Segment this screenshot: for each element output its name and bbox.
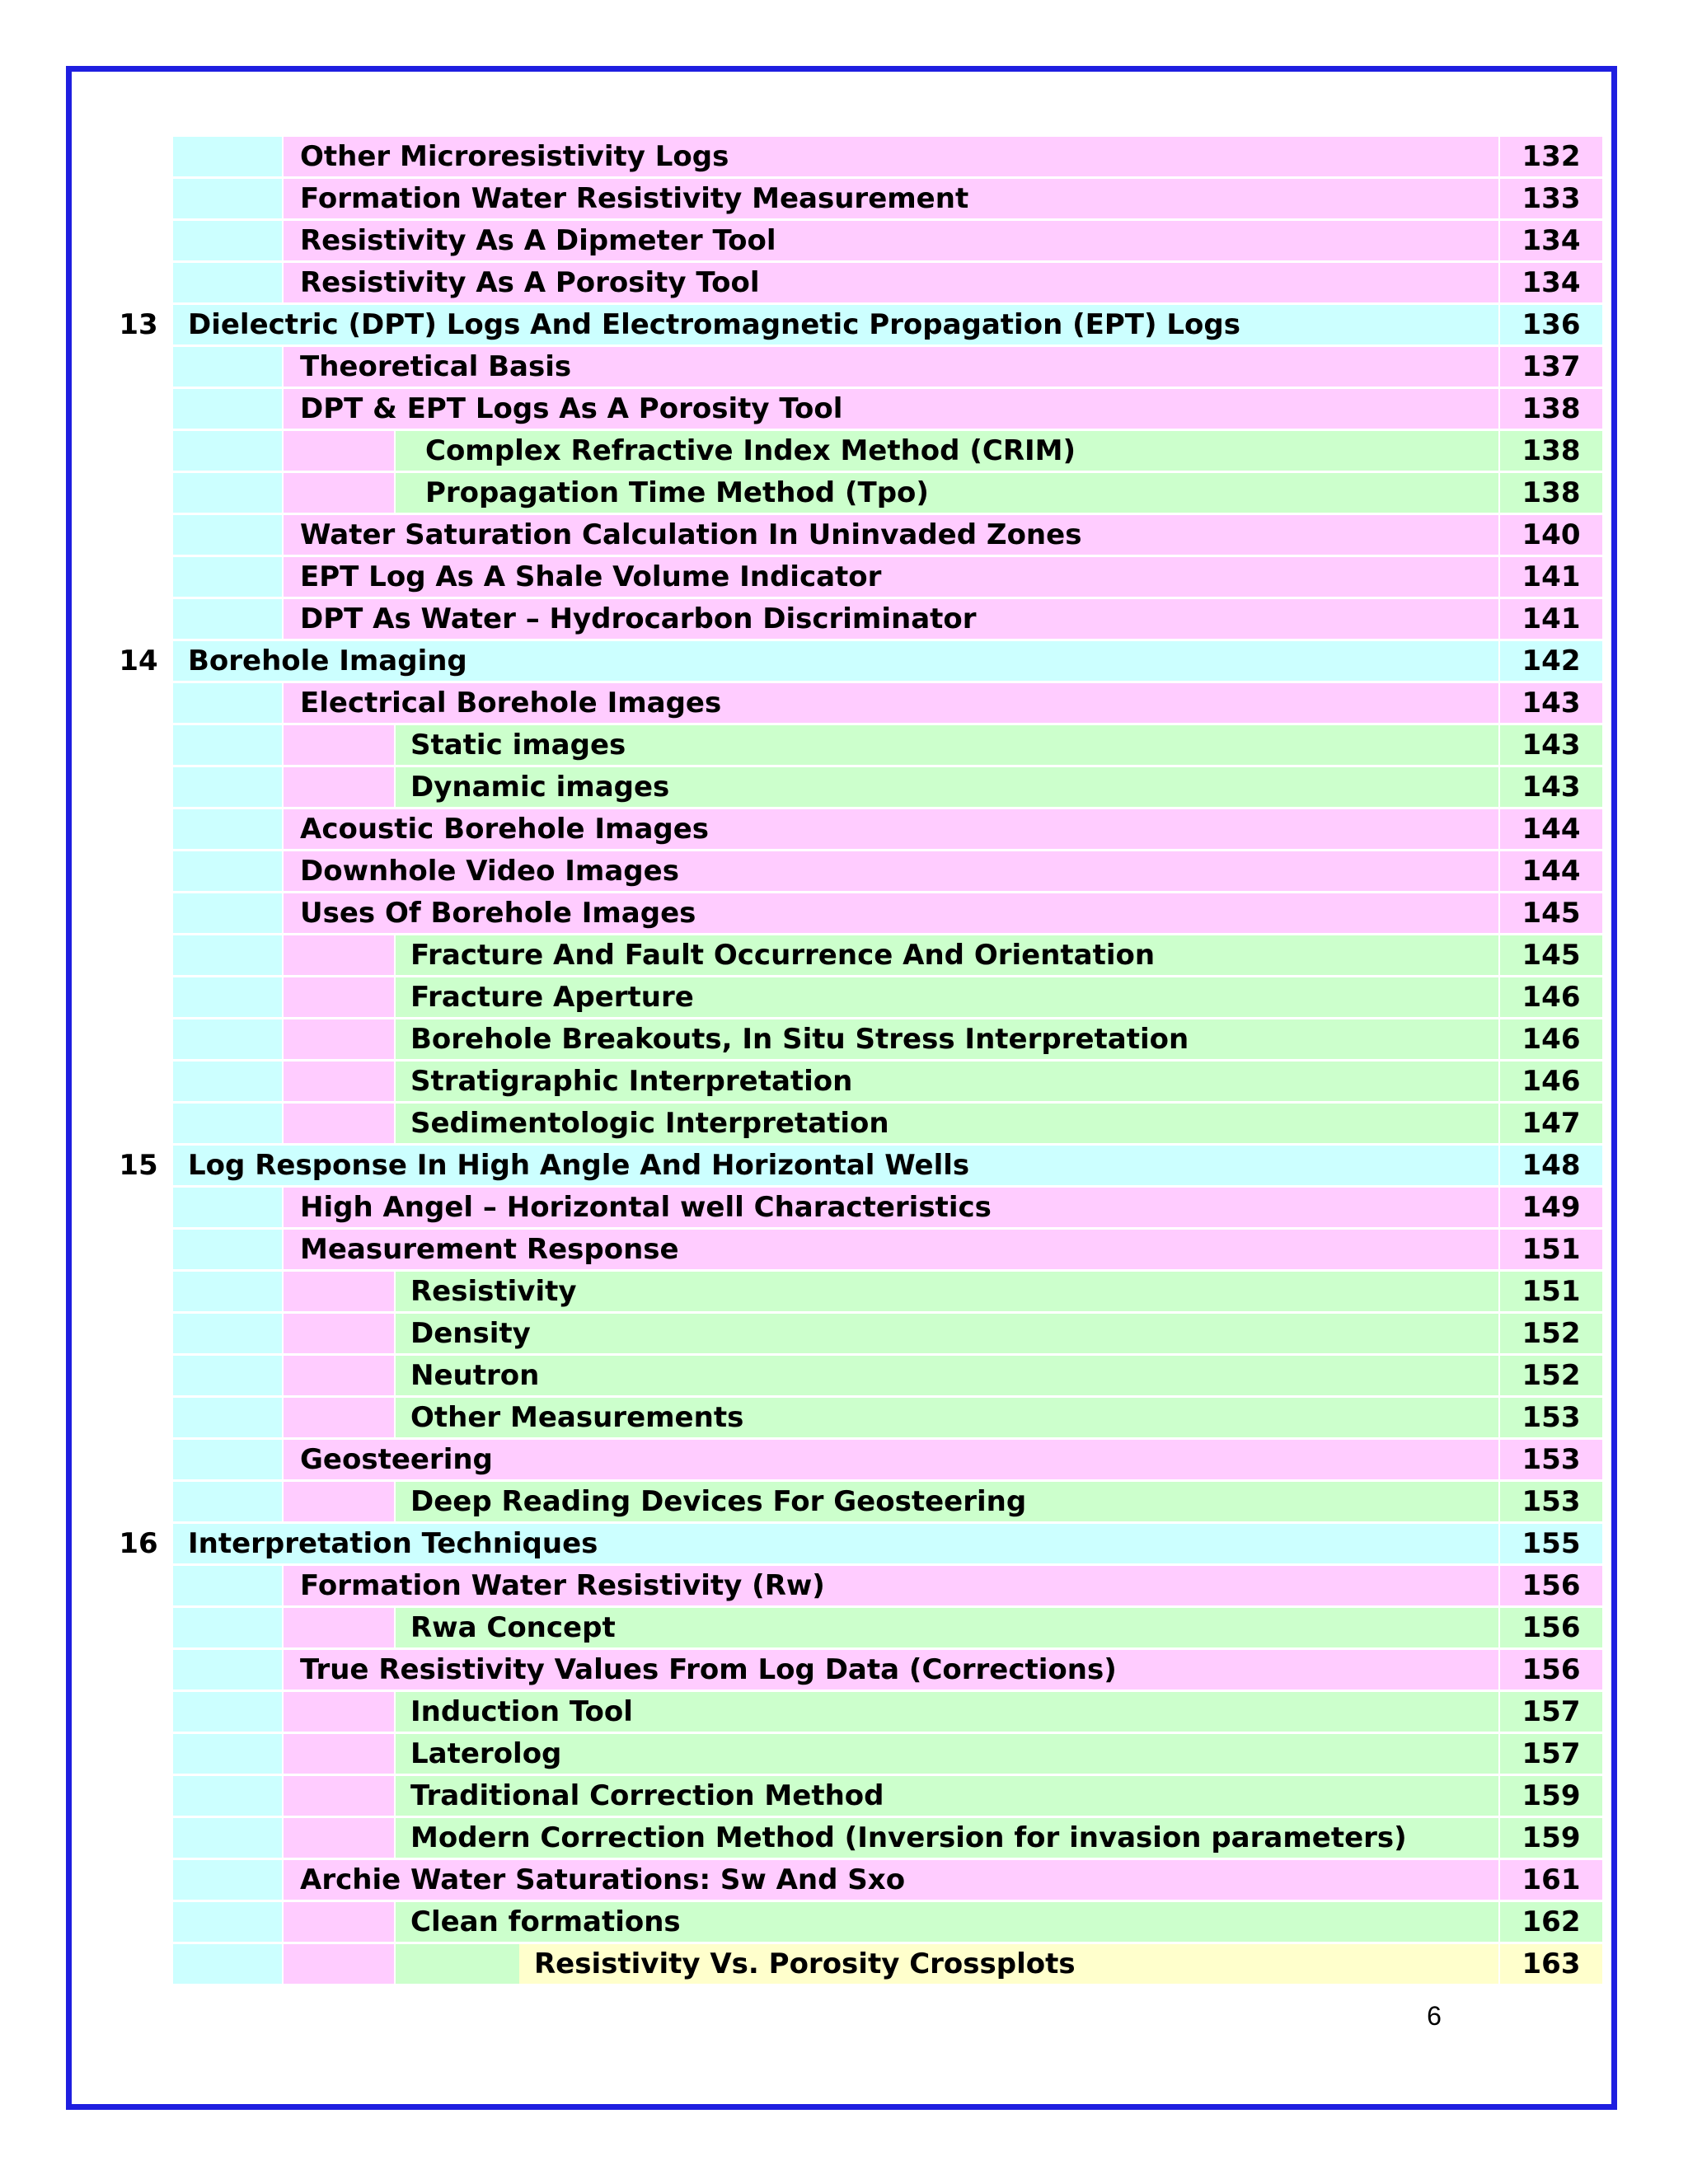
toc-entry-page: 134 bbox=[1522, 266, 1581, 299]
toc-entry-page: 159 bbox=[1522, 1779, 1581, 1812]
toc-row-subsection bbox=[0, 1482, 1688, 1524]
toc-entry-page: 163 bbox=[1522, 1947, 1581, 1980]
toc-entry-title[interactable]: Formation Water Resistivity Measurement bbox=[300, 182, 969, 215]
toc-row-section bbox=[0, 389, 1688, 431]
toc-entry-title[interactable]: Resistivity As A Porosity Tool bbox=[300, 266, 760, 299]
toc-entry-page: 147 bbox=[1522, 1107, 1581, 1140]
toc-entry-title[interactable]: Electrical Borehole Images bbox=[300, 687, 722, 719]
indent-band-1 bbox=[173, 977, 282, 1017]
indent-band-2 bbox=[284, 1608, 394, 1647]
indent-band-2 bbox=[284, 1272, 394, 1311]
indent-band-1 bbox=[173, 1104, 282, 1143]
toc-row-chapter bbox=[0, 1146, 1688, 1188]
toc-entry-title[interactable]: EPT Log As A Shale Volume Indicator bbox=[300, 560, 882, 593]
toc-entry-title[interactable]: Geosteering bbox=[300, 1443, 493, 1476]
indent-band-1 bbox=[173, 431, 282, 471]
toc-row-subsection bbox=[0, 1104, 1688, 1146]
toc-entry-page: 156 bbox=[1522, 1569, 1581, 1602]
toc-entry-title[interactable]: DPT & EPT Logs As A Porosity Tool bbox=[300, 392, 843, 425]
toc-entry-page: 153 bbox=[1522, 1485, 1581, 1518]
toc-entry-page: 157 bbox=[1522, 1695, 1581, 1728]
chapter-number: 15 bbox=[119, 1149, 158, 1182]
indent-band-1 bbox=[173, 1566, 282, 1605]
indent-band-1 bbox=[173, 263, 282, 302]
indent-band-2 bbox=[284, 1734, 394, 1774]
indent-band-1 bbox=[173, 893, 282, 933]
toc-entry-title[interactable]: Interpretation Techniques bbox=[188, 1527, 598, 1560]
toc-row-section bbox=[0, 893, 1688, 935]
toc-entry-page: 141 bbox=[1522, 602, 1581, 635]
toc-row-subsection bbox=[0, 473, 1688, 515]
toc-entry-page: 138 bbox=[1522, 434, 1581, 467]
indent-band-1 bbox=[173, 599, 282, 639]
indent-band-2 bbox=[284, 1398, 394, 1437]
toc-row-subsection bbox=[0, 1398, 1688, 1440]
toc-entry-title[interactable]: Fracture Aperture bbox=[410, 981, 694, 1014]
toc-entry-page: 133 bbox=[1522, 182, 1581, 215]
toc-entry-page: 144 bbox=[1522, 855, 1581, 888]
indent-band-1 bbox=[173, 1818, 282, 1858]
toc-row-subsection bbox=[0, 767, 1688, 809]
toc-row-section bbox=[0, 221, 1688, 263]
indent-band-1 bbox=[173, 179, 282, 218]
toc-row-subsection bbox=[0, 431, 1688, 473]
indent-band-2 bbox=[284, 1692, 394, 1732]
indent-band-1 bbox=[173, 221, 282, 260]
toc-entry-title[interactable]: Laterolog bbox=[410, 1737, 562, 1770]
indent-band-1 bbox=[173, 1356, 282, 1395]
toc-entry-title[interactable]: Resistivity Vs. Porosity Crossplots bbox=[534, 1947, 1076, 1980]
toc-entry-page: 146 bbox=[1522, 1065, 1581, 1098]
indent-band-3 bbox=[396, 1944, 519, 1984]
indent-band-1 bbox=[173, 767, 282, 807]
toc-entry-page: 152 bbox=[1522, 1317, 1581, 1350]
toc-row-section bbox=[0, 557, 1688, 599]
toc-entry-page: 146 bbox=[1522, 981, 1581, 1014]
indent-band-1 bbox=[173, 1902, 282, 1942]
toc-entry-page: 161 bbox=[1522, 1863, 1581, 1896]
toc-entry-title[interactable]: Other Measurements bbox=[410, 1401, 744, 1434]
toc-entry-page: 145 bbox=[1522, 897, 1581, 930]
indent-band-1 bbox=[173, 1019, 282, 1059]
indent-band-1 bbox=[173, 851, 282, 891]
toc-row-subsection bbox=[0, 1776, 1688, 1818]
toc-entry-title[interactable]: Uses Of Borehole Images bbox=[300, 897, 696, 930]
toc-entry-title[interactable]: Resistivity As A Dipmeter Tool bbox=[300, 224, 776, 257]
toc-entry-page: 134 bbox=[1522, 224, 1581, 257]
toc-entry-title[interactable]: Dielectric (DPT) Logs And Electromagnetic Propagation (EPT) Logs bbox=[188, 308, 1240, 341]
toc-row-subsection bbox=[0, 1734, 1688, 1776]
toc-entry-title[interactable]: DPT As Water – Hydrocarbon Discriminator bbox=[300, 602, 977, 635]
indent-band-1 bbox=[173, 809, 282, 849]
indent-band-2 bbox=[284, 725, 394, 765]
toc-entry-title[interactable]: True Resistivity Values From Log Data (Corrections) bbox=[300, 1653, 1117, 1686]
indent-band-1 bbox=[173, 1482, 282, 1521]
indent-band-1 bbox=[173, 1398, 282, 1437]
indent-band-1 bbox=[173, 1734, 282, 1774]
toc-row-subsection bbox=[0, 725, 1688, 767]
indent-band-2 bbox=[284, 1818, 394, 1858]
toc-row-section bbox=[0, 179, 1688, 221]
toc-row-subsection bbox=[0, 1019, 1688, 1062]
indent-band-1 bbox=[173, 1188, 282, 1227]
indent-band-2 bbox=[284, 1482, 394, 1521]
toc-entry-title[interactable]: Log Response In High Angle And Horizontal Wells bbox=[188, 1149, 970, 1182]
toc-entry-page: 149 bbox=[1522, 1191, 1581, 1224]
toc-entry-page: 151 bbox=[1522, 1233, 1581, 1266]
indent-band-1 bbox=[173, 1062, 282, 1101]
toc-row-chapter bbox=[0, 1524, 1688, 1566]
toc-entry-title[interactable]: Fracture And Fault Occurrence And Orientation bbox=[410, 939, 1156, 972]
toc-entry-page: 151 bbox=[1522, 1275, 1581, 1308]
toc-row-section bbox=[0, 1566, 1688, 1608]
chapter-number: 16 bbox=[119, 1527, 158, 1560]
toc-entry-title[interactable]: Density bbox=[410, 1317, 531, 1350]
toc-entry-title[interactable]: Resistivity bbox=[410, 1275, 577, 1308]
toc-entry-page: 132 bbox=[1522, 140, 1581, 173]
toc-row-section bbox=[0, 809, 1688, 851]
toc-entry-page: 138 bbox=[1522, 392, 1581, 425]
indent-band-2 bbox=[284, 1314, 394, 1353]
toc-row-section bbox=[0, 683, 1688, 725]
chapter-number: 14 bbox=[119, 644, 158, 677]
indent-band-1 bbox=[173, 1440, 282, 1479]
indent-band-2 bbox=[284, 1356, 394, 1395]
toc-entry-title[interactable]: Deep Reading Devices For Geosteering bbox=[410, 1485, 1027, 1518]
toc-row-subsection bbox=[0, 1608, 1688, 1650]
toc-entry-page: 141 bbox=[1522, 560, 1581, 593]
indent-band-2 bbox=[284, 1104, 394, 1143]
toc-entry-page: 144 bbox=[1522, 813, 1581, 846]
toc-row-subsection bbox=[0, 1314, 1688, 1356]
toc-row-subsubsection bbox=[0, 1944, 1688, 1986]
indent-band-1 bbox=[173, 1776, 282, 1816]
toc-entry-title[interactable]: Borehole Breakouts, In Situ Stress Interpretation bbox=[410, 1023, 1189, 1056]
toc-entry-title[interactable]: Neutron bbox=[410, 1359, 540, 1392]
indent-band-2 bbox=[284, 977, 394, 1017]
toc-entry-title[interactable]: Rwa Concept bbox=[410, 1611, 616, 1644]
toc-entry-page: 143 bbox=[1522, 729, 1581, 762]
indent-band-2 bbox=[284, 473, 394, 513]
toc-row-section bbox=[0, 1440, 1688, 1482]
toc-entry-page: 138 bbox=[1522, 476, 1581, 509]
toc-entry-title[interactable]: Downhole Video Images bbox=[300, 855, 679, 888]
toc-entry-page: 143 bbox=[1522, 687, 1581, 719]
chapter-number: 13 bbox=[119, 308, 158, 341]
toc-entry-page: 162 bbox=[1522, 1905, 1581, 1938]
indent-band-1 bbox=[173, 1860, 282, 1900]
toc-entry-title[interactable]: Theoretical Basis bbox=[300, 350, 572, 383]
indent-band-1 bbox=[173, 935, 282, 975]
indent-band-1 bbox=[173, 683, 282, 723]
toc-entry-page: 145 bbox=[1522, 939, 1581, 972]
indent-band-1 bbox=[173, 1608, 282, 1647]
indent-band-2 bbox=[284, 1062, 394, 1101]
indent-band-2 bbox=[284, 935, 394, 975]
indent-band-2 bbox=[284, 1019, 394, 1059]
indent-band-1 bbox=[173, 1944, 282, 1984]
toc-entry-title[interactable]: Propagation Time Method (Tpo) bbox=[425, 476, 929, 509]
toc-entry-title[interactable]: Traditional Correction Method bbox=[410, 1779, 884, 1812]
toc-row-subsection bbox=[0, 1818, 1688, 1860]
indent-band-1 bbox=[173, 725, 282, 765]
indent-band-1 bbox=[173, 473, 282, 513]
toc-row-section bbox=[0, 1230, 1688, 1272]
toc-entry-title[interactable]: Borehole Imaging bbox=[188, 644, 467, 677]
indent-band-2 bbox=[284, 1776, 394, 1816]
toc-entry-page: 152 bbox=[1522, 1359, 1581, 1392]
toc-row-subsection bbox=[0, 1356, 1688, 1398]
toc-entry-page: 159 bbox=[1522, 1821, 1581, 1854]
toc-row-section bbox=[0, 1188, 1688, 1230]
toc-row-subsection bbox=[0, 977, 1688, 1019]
toc-entry-title[interactable]: Static images bbox=[410, 729, 626, 762]
indent-band-2 bbox=[284, 431, 394, 471]
indent-band-1 bbox=[173, 347, 282, 387]
indent-band-1 bbox=[173, 515, 282, 555]
toc-entry-page: 148 bbox=[1522, 1149, 1581, 1182]
toc-row-subsection bbox=[0, 1062, 1688, 1104]
toc-entry-title[interactable]: High Angel – Horizontal well Characteristics bbox=[300, 1191, 992, 1224]
toc-row-subsection bbox=[0, 935, 1688, 977]
toc-row-section bbox=[0, 347, 1688, 389]
toc-entry-page: 146 bbox=[1522, 1023, 1581, 1056]
toc-entry-title[interactable]: Sedimentologic Interpretation bbox=[410, 1107, 889, 1140]
toc-entry-page: 153 bbox=[1522, 1443, 1581, 1476]
toc-entry-title[interactable]: Stratigraphic Interpretation bbox=[410, 1065, 853, 1098]
indent-band-1 bbox=[173, 1314, 282, 1353]
table-of-contents bbox=[0, 137, 1688, 1986]
toc-entry-page: 155 bbox=[1522, 1527, 1581, 1560]
toc-entry-page: 156 bbox=[1522, 1653, 1581, 1686]
toc-entry-title[interactable]: Formation Water Resistivity (Rw) bbox=[300, 1569, 825, 1602]
toc-row-section bbox=[0, 137, 1688, 179]
toc-row-subsection bbox=[0, 1902, 1688, 1944]
indent-band-2 bbox=[284, 1944, 394, 1984]
toc-row-section bbox=[0, 515, 1688, 557]
toc-entry-title[interactable]: Measurement Response bbox=[300, 1233, 679, 1266]
indent-band-1 bbox=[173, 389, 282, 429]
indent-band-1 bbox=[173, 1650, 282, 1690]
indent-band-1 bbox=[173, 137, 282, 176]
indent-band-1 bbox=[173, 557, 282, 597]
toc-row-subsection bbox=[0, 1692, 1688, 1734]
toc-entry-title[interactable]: Dynamic images bbox=[410, 771, 670, 804]
toc-entry-page: 153 bbox=[1522, 1401, 1581, 1434]
indent-band-1 bbox=[173, 1272, 282, 1311]
toc-row-section bbox=[0, 851, 1688, 893]
toc-row-section bbox=[0, 1650, 1688, 1692]
toc-row-section bbox=[0, 599, 1688, 641]
toc-entry-title[interactable]: Water Saturation Calculation In Uninvaded Zones bbox=[300, 518, 1082, 551]
toc-entry-title[interactable]: Induction Tool bbox=[410, 1695, 633, 1728]
toc-entry-page: 157 bbox=[1522, 1737, 1581, 1770]
toc-entry-title[interactable]: Complex Refractive Index Method (CRIM) bbox=[425, 434, 1076, 467]
indent-band-2 bbox=[284, 1902, 394, 1942]
toc-entry-page: 156 bbox=[1522, 1611, 1581, 1644]
toc-entry-page: 136 bbox=[1522, 308, 1581, 341]
toc-row-section bbox=[0, 263, 1688, 305]
indent-band-1 bbox=[173, 1230, 282, 1269]
toc-entry-title[interactable]: Other Microresistivity Logs bbox=[300, 140, 729, 173]
toc-row-subsection bbox=[0, 1272, 1688, 1314]
toc-entry-title[interactable]: Clean formations bbox=[410, 1905, 681, 1938]
toc-entry-page: 137 bbox=[1522, 350, 1581, 383]
toc-entry-title[interactable]: Archie Water Saturations: Sw And Sxo bbox=[300, 1863, 906, 1896]
toc-row-section bbox=[0, 1860, 1688, 1902]
indent-band-1 bbox=[173, 1692, 282, 1732]
page-number: 6 bbox=[1427, 2001, 1442, 2031]
toc-entry-title[interactable]: Acoustic Borehole Images bbox=[300, 813, 710, 846]
toc-entry-page: 143 bbox=[1522, 771, 1581, 804]
toc-row-chapter bbox=[0, 641, 1688, 683]
toc-entry-title[interactable]: Modern Correction Method (Inversion for invasion parameters) bbox=[410, 1821, 1407, 1854]
toc-entry-page: 142 bbox=[1522, 644, 1581, 677]
indent-band-2 bbox=[284, 767, 394, 807]
toc-entry-page: 140 bbox=[1522, 518, 1581, 551]
toc-row-chapter bbox=[0, 305, 1688, 347]
